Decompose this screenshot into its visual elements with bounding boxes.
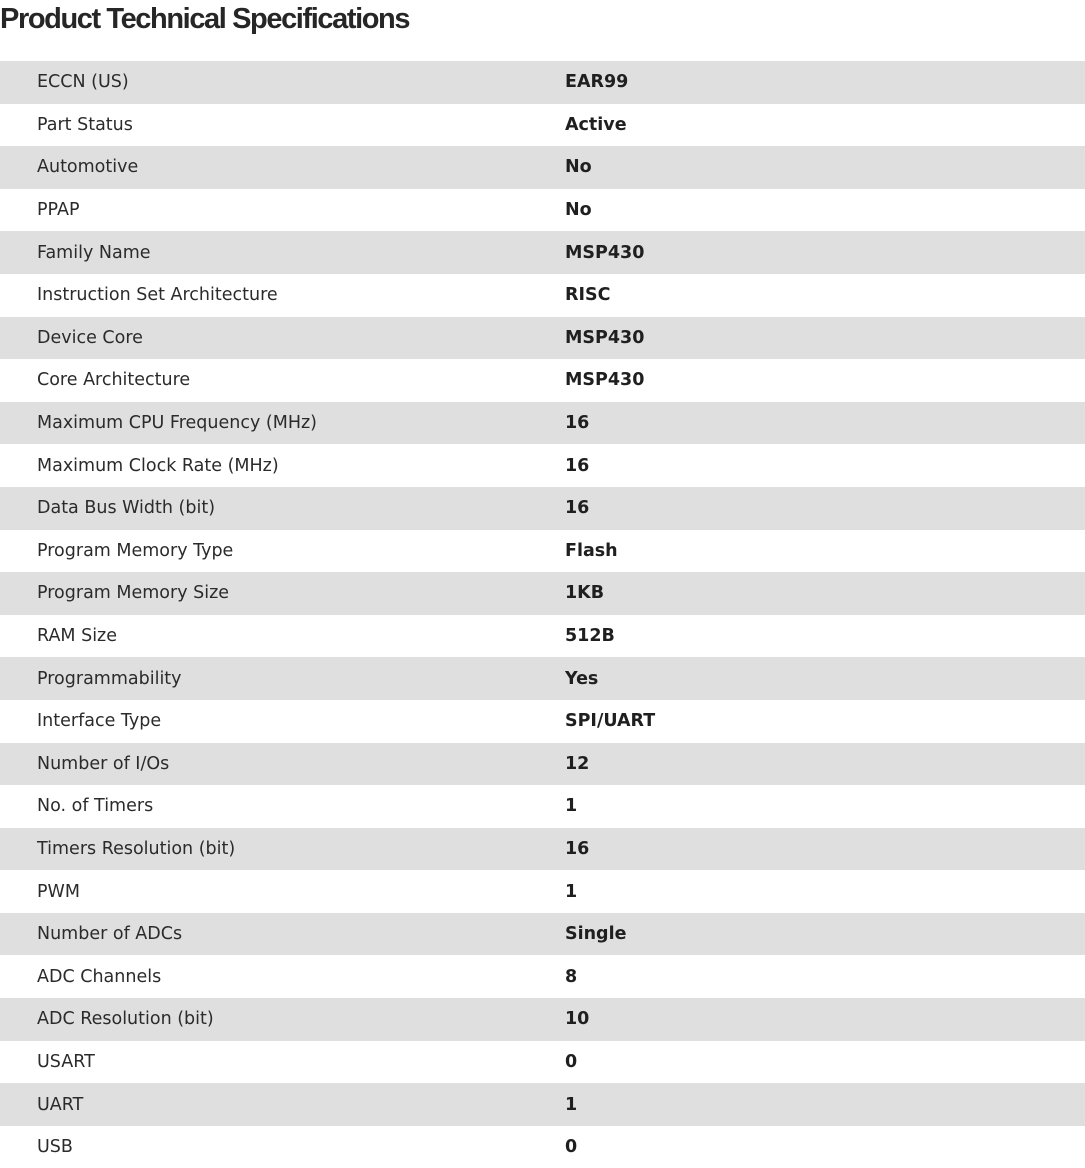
spec-value: 8 [565,966,578,987]
spec-label: Automotive [37,157,139,178]
table-row [0,572,1085,615]
table-row [0,828,1085,871]
spec-value: Active [565,114,627,135]
table-row [0,104,1085,147]
spec-label: Part Status [37,114,133,135]
spec-label: Number of ADCs [37,924,183,945]
spec-value: No [565,157,592,178]
spec-label: ADC Channels [37,966,162,987]
spec-value: 16 [565,838,590,859]
spec-value: EAR99 [565,72,629,93]
spec-value: MSP430 [565,242,645,263]
table-row [0,487,1085,530]
spec-value: 16 [565,413,590,434]
table-row [0,1083,1085,1126]
spec-label: USART [37,1051,95,1072]
table-row [0,998,1085,1041]
spec-label: ECCN (US) [37,72,129,93]
spec-value: 1 [565,1094,578,1115]
spec-label: Program Memory Type [37,540,234,561]
table-row [0,913,1085,956]
spec-label: Maximum CPU Frequency (MHz) [37,413,317,434]
spec-value: 16 [565,455,590,476]
table-row [0,955,1085,998]
spec-label: No. of Timers [37,796,154,817]
table-row [0,1126,1085,1168]
spec-label: Interface Type [37,711,162,732]
spec-label: Timers Resolution (bit) [37,838,236,859]
spec-label: UART [37,1094,84,1115]
spec-label: Device Core [37,327,143,348]
spec-value: 12 [565,753,590,774]
spec-value: Single [565,924,627,945]
spec-value: 16 [565,498,590,519]
spec-value: Flash [565,540,618,561]
table-row [0,785,1085,828]
spec-value: 10 [565,1009,590,1030]
page-title: Product Technical Specifications [0,3,410,35]
table-row [0,743,1085,786]
spec-label: Program Memory Size [37,583,230,604]
spec-label: RAM Size [37,626,118,647]
table-row [0,359,1085,402]
spec-label: Family Name [37,242,151,263]
table-row [0,657,1085,700]
table-row [0,231,1085,274]
spec-value: No [565,200,592,221]
table-row [0,1041,1085,1084]
spec-label: Maximum Clock Rate (MHz) [37,455,279,476]
table-row [0,274,1085,317]
spec-value: 0 [565,1137,578,1158]
table-row [0,146,1085,189]
table-row [0,700,1085,743]
spec-value: SPI/UART [565,711,656,732]
spec-value: 1 [565,796,578,817]
spec-value: MSP430 [565,327,645,348]
specs-table [0,61,1085,1168]
table-row [0,530,1085,573]
spec-label: USB [37,1137,73,1158]
spec-label: Instruction Set Architecture [37,285,278,306]
spec-label: Number of I/Os [37,753,170,774]
spec-value: MSP430 [565,370,645,391]
table-row [0,402,1085,445]
table-row [0,61,1085,104]
table-row [0,317,1085,360]
spec-label: Core Architecture [37,370,191,391]
table-row [0,615,1085,658]
spec-value: 1 [565,881,578,902]
table-row [0,444,1085,487]
spec-value: 0 [565,1051,578,1072]
spec-value: RISC [565,285,611,306]
spec-label: Data Bus Width (bit) [37,498,216,519]
spec-value: Yes [565,668,599,689]
spec-label: PPAP [37,200,80,221]
spec-value: 512B [565,626,615,647]
spec-value: 1KB [565,583,605,604]
table-row [0,870,1085,913]
spec-label: PWM [37,881,80,902]
spec-label: Programmability [37,668,182,689]
spec-label: ADC Resolution (bit) [37,1009,214,1030]
table-row [0,189,1085,232]
